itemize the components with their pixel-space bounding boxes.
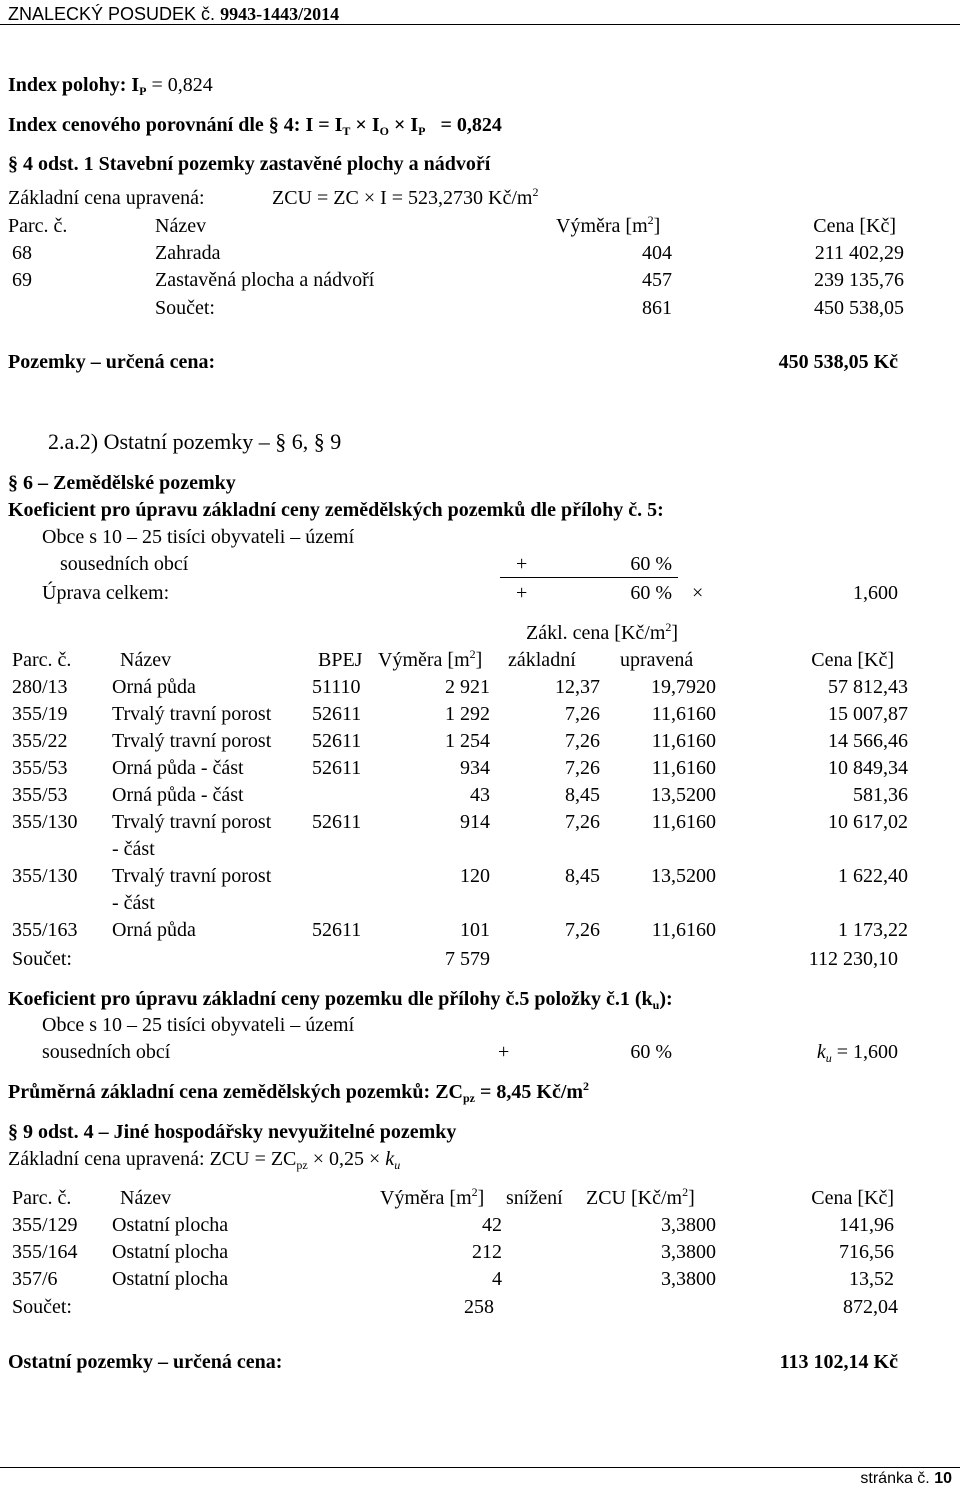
s6-row3-zakladni: 7,26 (565, 730, 600, 752)
s6-sum-label: Součet: (12, 948, 72, 970)
s6-row10-vymera: 101 (460, 919, 490, 941)
s6-col-nazev: Název (120, 649, 172, 671)
s6-koef2-heading: Koeficient pro úpravu základní ceny pozemku dle přílohy č.5 položky č.1 $(k_u)$: (8, 988, 673, 1012)
s6-row4-nazev: Orná půda - část (112, 757, 244, 779)
s9-zc: Základní cena upravená: ZCU = $ZC_{pz} \times 0,25 \times k_u$ (8, 1148, 401, 1172)
s6-row10-upravena: 11,6160 (651, 919, 716, 941)
s4-col-cena: Cena [Kč] (813, 215, 896, 237)
s6-row1-zakladni: 12,37 (555, 676, 600, 698)
section-4-heading: § 4 odst. 1 Stavební pozemky zastavěné plochy a nádvoří (8, 153, 491, 175)
s6-row3-bpej: 52611 (312, 730, 362, 752)
s9-total-label: Ostatní pozemky – určená cena: (8, 1351, 283, 1373)
s9-row3-nazev: Ostatní plocha (112, 1268, 229, 1290)
s6-col-upravena: upravená (620, 649, 694, 671)
s6-row5-nazev: Orná půda - část (112, 784, 244, 806)
s9-row2-vymera: 212 (472, 1241, 502, 1263)
s6-row10-cena: 1 173,22 (838, 919, 908, 941)
s6-row4-cena: 10 849,34 (828, 757, 908, 779)
s6-obce: Obce s 10 – 25 tisíci obyvateli – území (42, 526, 355, 548)
s6-uprava-pct: 60 % (630, 582, 672, 604)
s6-pct: 60 % (630, 553, 672, 575)
s6-plus2: + (498, 1041, 510, 1063)
s4-row2-vymera: 457 (642, 269, 672, 291)
s6-obce2: Obce s 10 – 25 tisíci obyvateli – území (42, 1014, 355, 1036)
s6-row5-cena: 581,36 (853, 784, 908, 806)
s6-row8-parc: 355/130 (12, 865, 78, 887)
s6-sousednich2: sousedních obcí (42, 1041, 171, 1063)
s6-row5-upravena: 13,5200 (651, 784, 716, 806)
section-6-heading: § 6 – Zemědělské pozemky (8, 472, 236, 494)
s6-row4-upravena: 11,6160 (651, 757, 716, 779)
s9-row2-cena: 716,56 (839, 1241, 894, 1263)
s6-uprava-plus: + (516, 582, 528, 604)
s9-row1-parc: 355/129 (12, 1214, 78, 1236)
s6-row10-parc: 355/163 (12, 919, 78, 941)
s6-row6-upravena: 11,6160 (651, 811, 716, 833)
s4-col-nazev: Název (155, 215, 207, 237)
s9-col-vymera: Výměra $[m^2]$ (380, 1185, 485, 1209)
s6-coef: 1,600 (853, 582, 898, 604)
s6-col-vymera: Výměra $[m^2]$ (378, 647, 483, 671)
s4-row2-parc: 69 (12, 269, 32, 291)
s9-col-parc: Parc. č. (12, 1187, 72, 1209)
s4-sum-cena: 450 538,05 (814, 297, 904, 319)
footer-page (860, 1470, 952, 1488)
s4-col-vymera: Výměra $[m^2]$ (556, 213, 661, 237)
s6-row3-vymera: 1 254 (445, 730, 490, 752)
s6-row1-upravena: 19,7920 (651, 676, 716, 698)
s6-pct2: 60 % (630, 1041, 672, 1063)
s6-times: × (692, 582, 704, 604)
s4-sum-vymera: 861 (642, 297, 672, 319)
s6-row5-parc: 355/53 (12, 784, 68, 806)
s4-zc-value: ZCU = ZC × I = 523,2730 $Kč/m^2$ (272, 185, 539, 209)
s9-sum-price: 872,04 (843, 1296, 898, 1318)
footer-page-number: 10 (934, 1470, 952, 1487)
s4-row1-nazev: Zahrada (155, 242, 221, 264)
s6-row2-upravena: 11,6160 (651, 703, 716, 725)
s9-row3-zcu: 3,3800 (661, 1268, 716, 1290)
s9-sum-area: 258 (464, 1296, 494, 1318)
s6-zakl-cena-header: Zákl. cena $[Kč/m^2]$ (526, 620, 679, 644)
s9-col-snizeni: snížení (506, 1187, 563, 1209)
header-number: 9943-1443/2014 (220, 4, 340, 24)
s4-row1-vymera: 404 (642, 242, 672, 264)
s6-row3-parc: 355/22 (12, 730, 68, 752)
s6-col-zakladni: základní (508, 649, 576, 671)
s4-row2-nazev: Zastavěná plocha a nádvoří (155, 269, 375, 291)
s9-row2-nazev: Ostatní plocha (112, 1241, 229, 1263)
s9-sum-label: Součet: (12, 1296, 72, 1318)
s6-row1-bpej: 51110 (312, 676, 361, 698)
s6-row10-zakladni: 7,26 (565, 919, 600, 941)
s6-row6-parc: 355/130 (12, 811, 78, 833)
s6-row1-cena: 57 812,43 (828, 676, 908, 698)
s6-row8-zakladni: 8,45 (565, 865, 600, 887)
s6-koef-heading: Koeficient pro úpravu základní ceny zemědělských pozemků dle přílohy č. 5: (8, 499, 664, 521)
s9-row3-cena: 13,52 (849, 1268, 894, 1290)
s6-col-parc: Parc. č. (12, 649, 72, 671)
s9-row3-vymera: 4 (492, 1268, 502, 1290)
s6-ku: $k_u = 1,600$ (816, 1041, 898, 1065)
s9-row1-vymera: 42 (482, 1214, 502, 1236)
s9-col-zcu: ZCU $[Kč/m^2]$ (586, 1185, 695, 1209)
s6-sum-rule (500, 577, 678, 578)
s4-col-parc: Parc. č. (8, 215, 68, 237)
s9-col-cena: Cena [Kč] (811, 1187, 894, 1209)
s4-zc-label: Základní cena upravená: (8, 187, 205, 209)
s6-row10-bpej: 52611 (312, 919, 362, 941)
s6-row4-parc: 355/53 (12, 757, 68, 779)
section-9-heading: § 9 odst. 4 – Jiné hospodářsky nevyužitelné pozemky (8, 1121, 457, 1143)
s9-total-value: 113 102,14 Kč (779, 1351, 898, 1373)
footer-rule (0, 1467, 960, 1468)
s6-row3-cena: 14 566,46 (828, 730, 908, 752)
s6-row10-nazev: Orná půda (112, 919, 196, 941)
s6-row6-zakladni: 7,26 (565, 811, 600, 833)
s6-sum-price: 112 230,10 (808, 948, 898, 970)
s6-col-cena: Cena [Kč] (811, 649, 894, 671)
index-cenoveho-porovnani: Index cenového porovnání dle § 4: $I = I_T \times I_O \times I_P = 0,824$ (8, 114, 502, 138)
s6-row8-vymera: 120 (460, 865, 490, 887)
s6-row6-nazev: Trvalý travní porost (112, 811, 272, 833)
s6-row5-zakladni: 8,45 (565, 784, 600, 806)
s6-row5-vymera: 43 (470, 784, 490, 806)
s6-row3-upravena: 11,6160 (651, 730, 716, 752)
s6-row8-upravena: 13,5200 (651, 865, 716, 887)
section-2a2-heading: 2.a.2) Ostatní pozemky – § 6, § 9 (48, 429, 342, 454)
s9-row1-zcu: 3,3800 (661, 1214, 716, 1236)
s6-row9-nazev: - část (112, 892, 155, 914)
s6-row4-bpej: 52611 (312, 757, 362, 779)
header-rule (0, 24, 960, 25)
s6-row6-bpej: 52611 (312, 811, 362, 833)
s6-row2-vymera: 1 292 (445, 703, 490, 725)
s6-row6-vymera: 914 (460, 811, 490, 833)
s6-row1-vymera: 2 921 (445, 676, 490, 698)
s6-uprava-label: Úprava celkem: (42, 582, 170, 604)
s6-sousednich: sousedních obcí (60, 553, 189, 575)
s6-row2-cena: 15 007,87 (828, 703, 908, 725)
s4-row1-cena: 211 402,29 (814, 242, 904, 264)
index-polohy: Index polohy: $I_P = 0,824$ (8, 74, 213, 98)
header-title (8, 2, 339, 26)
s4-total-label: Pozemky – určená cena: (8, 351, 216, 373)
s9-row3-parc: 357/6 (12, 1268, 58, 1290)
s4-row2-cena: 239 135,76 (814, 269, 904, 291)
s6-row7-nazev: - část (112, 838, 155, 860)
s6-row8-nazev: Trvalý travní porost (112, 865, 272, 887)
s6-row3-nazev: Trvalý travní porost (112, 730, 272, 752)
s6-row4-zakladni: 7,26 (565, 757, 600, 779)
s6-col-bpej: BPEJ (318, 649, 363, 671)
s6-row2-nazev: Trvalý travní porost (112, 703, 272, 725)
s6-row2-zakladni: 7,26 (565, 703, 600, 725)
s4-sum-label: Součet: (155, 297, 215, 319)
s9-row2-parc: 355/164 (12, 1241, 78, 1263)
s6-row8-cena: 1 622,40 (838, 865, 908, 887)
s6-sum-area: 7 579 (445, 948, 490, 970)
s6-row1-nazev: Orná půda (112, 676, 196, 698)
s4-total-value: 450 538,05 Kč (778, 351, 898, 373)
s9-row2-zcu: 3,3800 (661, 1241, 716, 1263)
s4-row1-parc: 68 (12, 242, 32, 264)
s6-row4-vymera: 934 (460, 757, 490, 779)
footer-page-label: stránka č. (860, 1470, 930, 1487)
s9-col-nazev: Název (120, 1187, 172, 1209)
s6-row1-parc: 280/13 (12, 676, 68, 698)
header-title-text: ZNALECKÝ POSUDEK č. (8, 4, 216, 24)
s9-row1-cena: 141,96 (839, 1214, 894, 1236)
s6-plus: + (516, 553, 528, 575)
s6-row2-bpej: 52611 (312, 703, 362, 725)
s6-row6-cena: 10 617,02 (828, 811, 908, 833)
s6-prumerna-cena: Průměrná základní cena zemědělských pozemků: $ZC_{pz} = 8,45$ $Kč/m^2$ (8, 1079, 590, 1105)
s6-row2-parc: 355/19 (12, 703, 68, 725)
s9-row1-nazev: Ostatní plocha (112, 1214, 229, 1236)
